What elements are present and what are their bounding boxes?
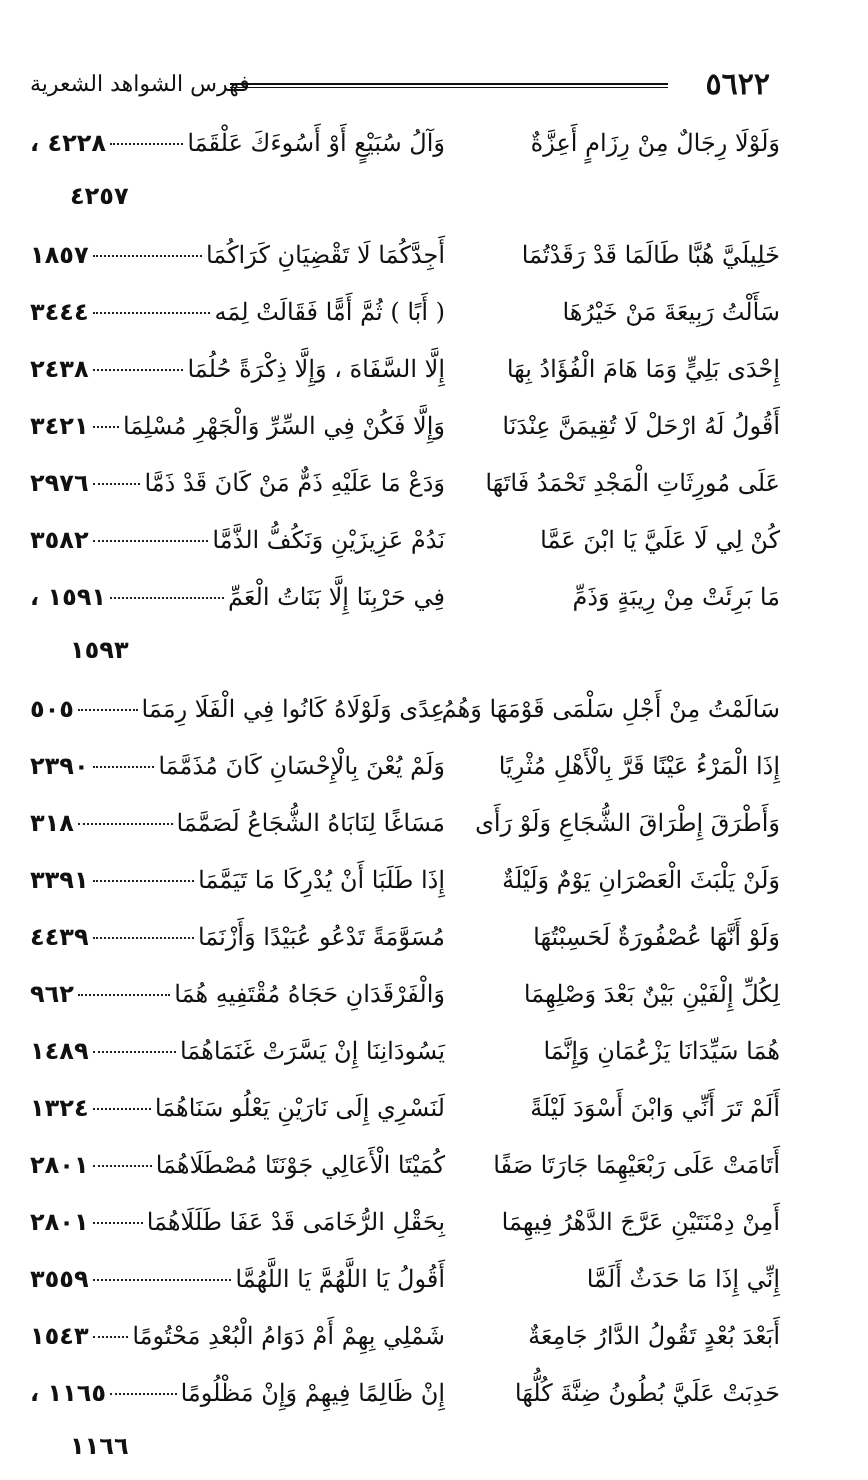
second-hemistich: إِذَا طَلَبَا أَنْ يُدْرِكَا مَا تَيَمَّمَا (198, 866, 445, 894)
second-hemistich: إِنْ ظَالِمًا فِيهِمْ وَإِنْ مَظْلُومًا (180, 1379, 445, 1407)
reference-number: ٢٤٣٨ (30, 355, 89, 383)
dot-leader (93, 369, 184, 371)
second-hemistich: لَنَسْرِي إِلَى نَارَيْنِ يَعْلُو سَنَاهُمَا (154, 1094, 445, 1122)
first-hemistich: وَأَطْرَقَ إِطْرَاقَ الشُّجَاعِ وَلَوْ رَأَى (475, 809, 780, 837)
first-hemistich: سَأَلْتُ رَبِيعَةَ مَنْ خَيْرُهَا (562, 298, 780, 326)
second-hemistich-row (30, 466, 445, 500)
header-rule (230, 83, 668, 88)
second-hemistich-row (30, 238, 445, 272)
reference-number: ٣٤٤٤ (30, 298, 89, 326)
first-hemistich: لِكُلِّ إِلْفَيْنِ بَيْنٌ بَعْدَ وَصْلِهِمَا (523, 980, 780, 1008)
first-hemistich: حَدِبَتْ عَلَيَّ بُطُونُ ضِنَّةَ كُلُّهَا (514, 1379, 780, 1407)
verse-line (30, 572, 780, 629)
first-hemistich: إِنِّي إِذَا مَا حَدَثٌ أَلَمَّا (586, 1265, 780, 1293)
verse-entry (30, 969, 780, 1026)
second-hemistich: شَمْلِي بِهِمْ أَمْ دَوَامُ الْبُعْدِ مَحْتُومًا (132, 1322, 445, 1350)
first-hemistich: إِذَا الْمَرْءُ عَيْنًا قَرَّ بِالْأَهْلِ مُثْرِيًا (498, 752, 780, 780)
first-hemistich: أَمِنْ دِمْنَتَيْنِ عَرَّجَ الدَّهْرُ فِيهِمَا (501, 1208, 780, 1236)
first-hemistich: سَالَمْتُ مِنْ أَجْلِ سَلْمَى قَوْمَهَا وَهُمُ (441, 695, 780, 723)
second-hemistich-row (30, 1034, 445, 1068)
verse-line (30, 1026, 780, 1083)
reference-number: ٤٤٣٩ (30, 923, 89, 951)
reference-number: ٢٣٩٠ (30, 752, 89, 780)
second-hemistich: بِحَقْلِ الرُّخَامَى قَدْ عَفَا طَلَلَاهُمَا (146, 1208, 445, 1236)
second-hemistich: كُمَيْتَا الْأَعَالِي جَوْنَتَا مُصْطَلَاهُمَا (155, 1151, 445, 1179)
verse-line (30, 798, 780, 855)
second-hemistich-row (30, 806, 445, 840)
first-hemistich: أَبَعْدَ بُعْدٍ تَقُولُ الدَّارُ جَامِعَةٌ (528, 1322, 780, 1350)
second-hemistich-row (30, 580, 445, 614)
reference-number: ٤٢٢٨ ، (30, 129, 107, 157)
verse-entry (30, 344, 780, 401)
reference-number: ٣٤٢١ (30, 412, 89, 440)
reference-number: ١٥٤٣ (30, 1322, 89, 1350)
second-hemistich: وَالْفَرْقَدَانِ حَجَاهُ مُقْتَفِيهِ هُمَا (174, 980, 445, 1008)
reference-continuation-line (30, 629, 780, 684)
verse-entry (30, 912, 780, 969)
dot-leader (93, 937, 194, 939)
reference-number: ٢٩٧٦ (30, 469, 89, 497)
reference-number: ١٨٥٧ (30, 241, 89, 269)
verse-entry (30, 741, 780, 798)
second-hemistich-row (30, 1205, 445, 1239)
dot-leader (78, 823, 173, 825)
dot-leader (93, 483, 141, 485)
verse-line (30, 1197, 780, 1254)
verse-entry (30, 572, 780, 684)
dot-leader (93, 1222, 143, 1224)
verse-line (30, 1083, 780, 1140)
dot-leader (93, 1279, 232, 1281)
dot-leader (93, 1051, 176, 1053)
second-hemistich-row (30, 352, 445, 386)
reference-number: ٢٨٠١ (30, 1208, 89, 1236)
verse-entry (30, 287, 780, 344)
verse-entry (30, 684, 780, 741)
first-hemistich: أَلَمْ تَرَ أَنِّي وَابْنَ أَسْوَدَ لَيْلَةً (530, 1094, 780, 1122)
dot-leader (93, 880, 195, 882)
second-hemistich-row (30, 1319, 445, 1353)
second-hemistich-row (30, 977, 445, 1011)
verse-line (30, 515, 780, 572)
reference-number: ٣٥٥٩ (30, 1265, 89, 1293)
verse-entry (30, 230, 780, 287)
first-hemistich: وَلَنْ يَلْبَثَ الْعَصْرَانِ يَوْمٌ وَلَيْلَةٌ (502, 866, 780, 894)
reference-number: ٩٦٢ (30, 980, 74, 1008)
verse-entry (30, 458, 780, 515)
verse-entry (30, 1311, 780, 1368)
verse-line (30, 287, 780, 344)
verse-line (30, 1311, 780, 1368)
verse-line (30, 969, 780, 1026)
second-hemistich: أَجِدَّكُمَا لَا تَقْضِيَانِ كَرَاكُمَا (205, 241, 445, 269)
reference-number: ٥٠٥ (30, 695, 74, 723)
reference-continuation-line (30, 1425, 780, 1480)
second-hemistich-row (30, 523, 445, 557)
second-hemistich-row (30, 692, 445, 726)
first-hemistich: عَلَى مُورِثَاتِ الْمَجْدِ تَحْمَدُ فَاتَهَا (485, 469, 780, 497)
second-hemistich: وَآلُ سُبَيْعٍ أَوْ أَسُوءَكَ عَلْقَمَا (187, 129, 445, 157)
first-hemistich: خَلِيلَيَّ هُبَّا طَالَمَا قَدْ رَقَدْتُمَا (521, 241, 780, 269)
second-hemistich: فِي حَرْبِنَا إِلَّا بَنَاتُ الْعَمِّ (227, 583, 445, 611)
verse-line (30, 684, 780, 741)
second-hemistich-row (30, 126, 445, 160)
first-hemistich: أَقُولُ لَهُ ارْحَلْ لَا تُقِيمَنَّ عِنْدَنَا (502, 412, 780, 440)
verse-line (30, 855, 780, 912)
second-hemistich-row (30, 1376, 445, 1410)
verse-entry (30, 1140, 780, 1197)
verse-line (30, 912, 780, 969)
verse-line (30, 1140, 780, 1197)
second-hemistich: إِلَّا السَّفَاهَ ، وَإِلَّا ذِكْرَةً حُلُمَا (187, 355, 445, 383)
verse-index-list (30, 118, 780, 1480)
second-hemistich: نَدُمْ عَزِيزَيْنِ وَنَكُفُّ الذَّمَّا (212, 526, 445, 554)
running-title: فهرس الشواهد الشعرية (30, 72, 250, 97)
second-hemistich: مُسَوَّمَةً تَدْعُو عُبَيْدًا وَأَزْنَمَا (197, 923, 445, 951)
dot-leader (93, 426, 119, 428)
dot-leader (93, 1336, 129, 1338)
second-hemistich: وَلَمْ يُعْنَ بِالْإِحْسَانِ كَانَ مُذَمَّمَا (158, 752, 445, 780)
verse-entry (30, 1254, 780, 1311)
second-hemistich-row (30, 920, 445, 954)
first-hemistich: كُنْ لِي لَا عَلَيَّ يَا ابْنَ عَمَّا (540, 526, 780, 554)
reference-number: ٢٨٠١ (30, 1151, 89, 1179)
dot-leader (93, 1165, 152, 1167)
second-hemistich-row (30, 863, 445, 897)
dot-leader (110, 597, 224, 599)
first-hemistich: أَتَامَتْ عَلَى رَبْعَيْهِمَا جَارَتَا صَفًا (493, 1151, 780, 1179)
verse-entry (30, 118, 780, 230)
second-hemistich-row (30, 1262, 445, 1296)
first-hemistich: وَلَوْ أَنَّهَا عُصْفُورَةٌ لَحَسِبْتُهَا (533, 923, 780, 951)
verse-line (30, 344, 780, 401)
verse-entry (30, 1083, 780, 1140)
dot-leader (78, 709, 138, 711)
reference-number: ١٤٨٩ (30, 1037, 89, 1065)
reference-number: ٣٥٨٢ (30, 526, 89, 554)
second-hemistich-row (30, 295, 445, 329)
verse-entry (30, 515, 780, 572)
reference-number: ١١٦٥ ، (30, 1379, 107, 1407)
verse-entry (30, 855, 780, 912)
second-hemistich: يَسُودَانِنَا إِنْ يَسَّرَتْ غَنَمَاهُمَا (179, 1037, 445, 1065)
verse-line (30, 1368, 780, 1425)
first-hemistich: وَلَوْلَا رِجَالٌ مِنْ رِزَامٍ أَعِزَّةٌ (530, 129, 780, 157)
second-hemistich: ( أَبًا ) ثُمَّ أَمًّا فَقَالَتْ لِمَه (214, 298, 445, 326)
verse-line (30, 230, 780, 287)
verse-line (30, 118, 780, 175)
page-header (30, 67, 770, 110)
second-hemistich-row (30, 409, 445, 443)
second-hemistich-row (30, 749, 445, 783)
dot-leader (93, 312, 211, 314)
second-hemistich: مَسَاغًا لِنَابَاهُ الشُّجَاعُ لَصَمَّمَا (176, 809, 445, 837)
reference-number: ١٥٩١ ، (30, 583, 107, 611)
verse-entry (30, 798, 780, 855)
dot-leader (78, 994, 170, 996)
second-hemistich-row (30, 1091, 445, 1125)
page-number: ٥٦٢٢ (705, 67, 770, 102)
second-hemistich: أَقُولُ يَا اللَّهُمَّ يَا اللَّهُمَّا (235, 1265, 445, 1293)
reference-number: ٣٣٩١ (30, 866, 89, 894)
first-hemistich: إِحْدَى بَلِيٍّ وَمَا هَامَ الْفُؤَادُ بِهَا (506, 355, 780, 383)
first-hemistich: هُمَا سَيِّدَانَا يَزْعُمَانِ وَإِنَّمَا (543, 1037, 780, 1065)
verse-line (30, 741, 780, 798)
second-hemistich: وَدَعْ مَا عَلَيْهِ ذَمٌّ مَنْ كَانَ قَدْ ذَمَّا (144, 469, 445, 497)
verse-entry (30, 1368, 780, 1480)
reference-number: ٣١٨ (30, 809, 74, 837)
reference-number: ١٣٢٤ (30, 1094, 89, 1122)
second-hemistich: وَإِلَّا فَكُنْ فِي السِّرِّ وَالْجَهْرِ مُسْلِمَا (123, 412, 445, 440)
verse-entry (30, 1026, 780, 1083)
verse-entry (30, 401, 780, 458)
verse-line (30, 401, 780, 458)
reference-continuation: ١٥٩٣ (70, 636, 129, 664)
reference-continuation-line (30, 175, 780, 230)
reference-continuation: ١١٦٦ (70, 1432, 129, 1460)
first-hemistich: مَا بَرِئَتْ مِنْ رِيبَةٍ وَذَمِّ (572, 583, 780, 611)
verse-line (30, 1254, 780, 1311)
verse-entry (30, 1197, 780, 1254)
dot-leader (110, 1393, 177, 1395)
dot-leader (110, 143, 183, 145)
dot-leader (93, 255, 202, 257)
reference-continuation: ٤٢٥٧ (70, 182, 129, 210)
dot-leader (93, 766, 155, 768)
second-hemistich-row (30, 1148, 445, 1182)
dot-leader (93, 540, 209, 542)
dot-leader (93, 1108, 151, 1110)
verse-line (30, 458, 780, 515)
second-hemistich: عِدًى وَلَوْلَاهُ كَانُوا فِي الْفَلَا رِمَمَا (141, 695, 445, 723)
